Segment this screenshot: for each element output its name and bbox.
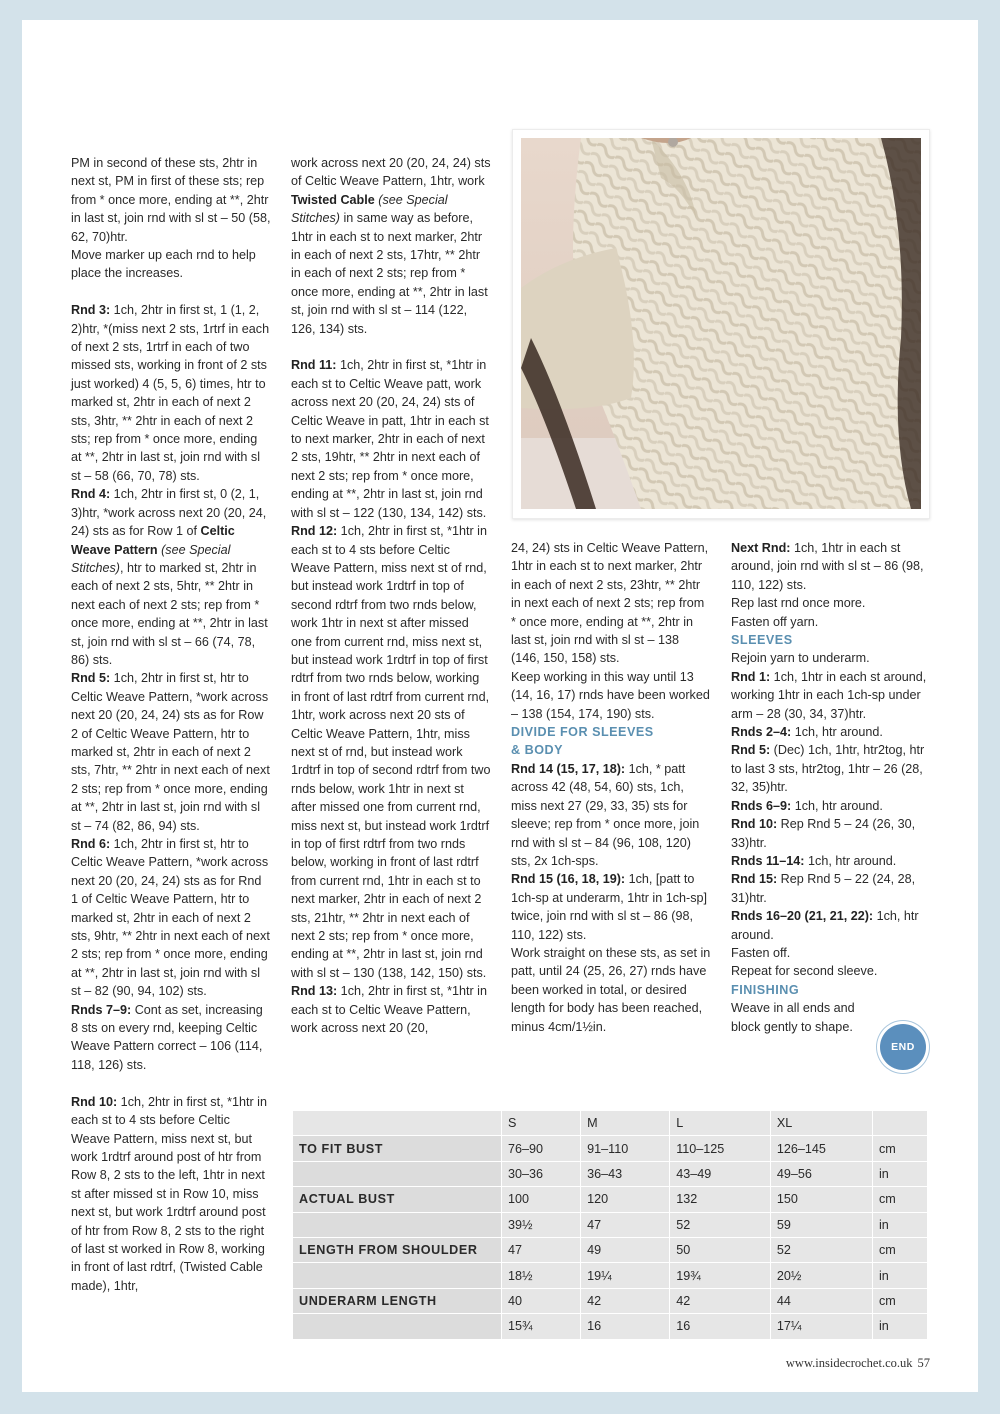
table-cell: 50 — [670, 1237, 771, 1262]
table-cell: 19¾ — [670, 1263, 771, 1288]
column-4 — [731, 539, 931, 1036]
table-cell: 52 — [670, 1212, 771, 1237]
rnd-3: Rnd 3: 1ch, 2htr in first st, 1 (1, 2, 2)htr, *(miss next 2 sts, 1rtrf in each of next 2 sts, 1rtrf in each of two missed sts, working in front of 2 sts just worked) 4 (5, 5, 6) times, htr to marked st, 2htr in each of next 2 sts, 3htr, ** 2htr in each of next 2 sts; rep from * once more, ending at **, 2htr in last st, join rnd with sl st – 58 (66, 70, 78) sts. — [71, 303, 270, 483]
unit-cell: in — [873, 1314, 928, 1339]
paragraph: Fasten off. — [731, 945, 791, 960]
paragraph: 24, 24) sts in Celtic Weave Pattern, 1htr in each st to next marker, 2htr in each of next 2 sts, 23htr, ** 2htr in next each of next 2 sts; rep from * once more, ending at **, 2htr in last st, join rnd with sl st – 138 (146, 150, 158) sts. — [511, 541, 709, 666]
paragraph: Weave in all ends and block gently to shape. — [731, 1001, 855, 1034]
size-table — [292, 1110, 928, 1340]
table-row — [293, 1314, 928, 1339]
table-cell: 132 — [670, 1187, 771, 1212]
paragraph: Work straight on these sts, as set in patt, until 24 (25, 26, 27) rnds have been worked in total, or desired length for body has been reached, minus 4cm/1½in. — [511, 945, 711, 1034]
footer — [786, 1356, 930, 1371]
unit-cell: cm — [873, 1237, 928, 1262]
column-3 — [511, 539, 711, 1036]
sleeve-rnd-1: Rnd 1: 1ch, 1htr in each st around, working 1htr in each 1ch-sp under arm – 28 (30, 34, 37)htr. — [731, 669, 927, 721]
table-row — [293, 1237, 928, 1262]
table-row — [293, 1187, 928, 1212]
sleeve-rnds-2-4: Rnds 2–4: 1ch, htr around. — [731, 725, 883, 740]
paragraph: Fasten off yarn. — [731, 614, 819, 629]
rnd-15: Rnd 15 (16, 18, 19): 1ch, [patt to 1ch-sp at underarm, 1htr in 1ch-sp] twice, join rnd with sl st – 86 (98, 110, 122) sts. — [511, 872, 707, 942]
row-label-cell: LENGTH FROM SHOULDER — [293, 1237, 502, 1262]
section-heading-divide: DIVIDE FOR SLEEVES & BODY — [511, 725, 654, 758]
table-cell: 47 — [581, 1212, 670, 1237]
table-cell: 16 — [670, 1314, 771, 1339]
sleeve-rnd-5: Rnd 5: (Dec) 1ch, 1htr, htr2tog, htr to last 3 sts, htr2tog, 1htr – 26 (28, 32, 35)htr. — [731, 743, 925, 795]
row-label-cell: UNDERARM LENGTH — [293, 1288, 502, 1313]
table-cell: 100 — [502, 1187, 581, 1212]
table-cell: 20½ — [770, 1263, 872, 1288]
table-cell: 16 — [581, 1314, 670, 1339]
table-cell: 39½ — [502, 1212, 581, 1237]
sleeve-rnd-15: Rnd 15: Rep Rnd 5 – 22 (24, 28, 31)htr. — [731, 872, 916, 905]
table-cell: 19¼ — [581, 1263, 670, 1288]
page-number: 57 — [917, 1356, 930, 1370]
table-cell: S — [502, 1111, 581, 1136]
end-badge: END — [880, 1024, 926, 1070]
sweater-photo-image — [521, 138, 921, 509]
table-cell: 30–36 — [502, 1161, 581, 1186]
footer-site: www.insidecrochet.co.uk — [785, 1356, 913, 1370]
column-2 — [291, 154, 491, 1037]
row-label-cell: TO FIT BUST — [293, 1136, 502, 1161]
rnd-10: Rnd 10: 1ch, 2htr in first st, *1htr in each st to 4 sts before Celtic Weave Pattern, miss next st, but work 1rdtrf around post of htr from Row 8, 2 sts to the left, 1htr in next st after missed st in Row 10, miss next st, but work 1rdtrf around post of htr from Row 8, 2 sts to the right of last st worked in Row 8, working in front of last rdtrf, (Twisted Cable made), 1htr, — [71, 1094, 267, 1293]
unit-cell: cm — [873, 1288, 928, 1313]
table-cell: 17¼ — [770, 1314, 872, 1339]
page — [22, 20, 978, 1392]
table-row — [293, 1288, 928, 1313]
table-cell: L — [670, 1111, 771, 1136]
sleeve-rnds-16-20: Rnds 16–20 (21, 21, 22): 1ch, htr around. — [731, 909, 919, 942]
rnd-12: Rnd 12: 1ch, 2htr in first st, *1htr in each st to 4 sts before Celtic Weave Pattern, miss next st of rnd, but instead work 1rdtrf in top of second rdtrf from two rnds below, work 1htr in next st after missed one from current rnd, miss next st, but instead work 1rdtrf in top of first rdtrf from two rnds below, working in front of last rdtrf from current rnd, 1htr, work across next 20 sts of Celtic Weave Pattern, 1htr, miss next st of rnd, but instead work 1rdtrf in top of second rdtrf from two rnds below, work 1htr in next st after missed one from current rnd, miss next st, but instead work 1rdtrf in top of first rdtrf from two rnds below, working in front of last rdtrf from current rnd, 1htr in each st to next marker, 2htr in each of next 2 sts, 21htr, ** 2htr in next each of next 2 sts; rep from * once more, ending at **, 2htr in last st, join rnd with sl st – 130 (138, 142, 150) sts. — [291, 524, 491, 980]
row-label-cell — [293, 1314, 502, 1339]
paragraph: Move marker up each rnd to help place the increases. — [71, 248, 256, 281]
sweater-photo — [512, 129, 930, 519]
rnd-13: Rnd 13: 1ch, 2htr in first st, *1htr in each st to Celtic Weave Pattern, work across next 20 (20, — [291, 984, 487, 1036]
column-1 — [71, 154, 271, 1295]
table-cell: 42 — [581, 1288, 670, 1313]
unit-cell: in — [873, 1263, 928, 1288]
sleeve-rnds-11-14: Rnds 11–14: 1ch, htr around. — [731, 853, 897, 868]
rnds-7-9: Rnds 7–9: Cont as set, increasing 8 sts on every rnd, keeping Celtic Weave Pattern correct – 106 (114, 118, 126) sts. — [71, 1002, 263, 1072]
paragraph: Rejoin yarn to underarm. — [731, 651, 870, 666]
next-rnd: Next Rnd: 1ch, 1htr in each st around, join rnd with sl st – 86 (98, 110, 122) sts. — [731, 541, 924, 592]
table-header-row — [293, 1111, 928, 1136]
paragraph: work across next 20 (20, 24, 24) sts of Celtic Weave Pattern, 1htr, work Twisted Cable (see Special Stitches) in same way as before, 1htr in each st to next marker, 2htr in each of next 2 sts, 17htr, ** 2htr in each of next 2 sts; rep from * once more, ending at **, 2htr in last st, join rnd with sl st – 114 (122, 126, 134) sts. — [291, 156, 491, 336]
table-cell: 59 — [770, 1212, 872, 1237]
table-cell: XL — [770, 1111, 872, 1136]
row-label-cell — [293, 1212, 502, 1237]
table-cell: 126–145 — [770, 1136, 872, 1161]
table-cell: 150 — [770, 1187, 872, 1212]
unit-cell: in — [873, 1161, 928, 1186]
rnd-11: Rnd 11: 1ch, 2htr in first st, *1htr in each st to Celtic Weave patt, work across next 20 (20, 24, 24) sts of Celtic Weave in patt, 1htr in each st to next marker, 2htr in each of next 2 sts, 19htr, ** 2htr in next each of next 2 sts; rep from * once more, ending at **, 2htr in last st, join rnd with sl st – 122 (130, 134, 142) sts. — [291, 358, 489, 520]
table-cell: 120 — [581, 1187, 670, 1212]
table-cell: 49–56 — [770, 1161, 872, 1186]
rnd-4: Rnd 4: 1ch, 2htr in first st, 0 (2, 1, 3)htr, *work across next 20 (20, 24, 24) sts as for Row 1 of Celtic Weave Pattern (see Special Stitches), htr to marked st, 2htr in each of next 2 sts, 5htr, ** 2htr in next each of next 2 sts; rep from * once more, ending at **, 2htr in last st, join rnd with sl st – 66 (74, 78, 86) sts. — [71, 487, 268, 667]
row-label-cell — [293, 1263, 502, 1288]
sleeve-rnds-6-9: Rnds 6–9: 1ch, htr around. — [731, 798, 883, 813]
table-cell: 49 — [581, 1237, 670, 1262]
table-cell: 15¾ — [502, 1314, 581, 1339]
row-label-cell — [293, 1161, 502, 1186]
paragraph: Keep working in this way until 13 (14, 16, 17) rnds have been worked – 138 (154, 174, 190) sts. — [511, 669, 710, 721]
unit-cell: cm — [873, 1136, 928, 1161]
table-cell: 52 — [770, 1237, 872, 1262]
table-cell: 91–110 — [581, 1136, 670, 1161]
row-label-cell: ACTUAL BUST — [293, 1187, 502, 1212]
sleeve-rnd-10: Rnd 10: Rep Rnd 5 – 24 (26, 30, 33)htr. — [731, 817, 916, 850]
unit-cell — [873, 1111, 928, 1136]
table-cell: 110–125 — [670, 1136, 771, 1161]
unit-cell: cm — [873, 1187, 928, 1212]
section-heading-sleeves: SLEEVES — [731, 633, 793, 648]
table-row — [293, 1263, 928, 1288]
table-row — [293, 1161, 928, 1186]
paragraph: Repeat for second sleeve. — [731, 964, 878, 979]
table-cell: 44 — [770, 1288, 872, 1313]
paragraph: Rep last rnd once more. — [731, 596, 866, 611]
table-cell: 43–49 — [670, 1161, 771, 1186]
unit-cell: in — [873, 1212, 928, 1237]
paragraph: PM in second of these sts, 2htr in next st, PM in first of these sts; rep from * once more, ending at **, 2htr in last st, join rnd with sl st – 50 (58, 62, 70)htr. — [71, 156, 271, 244]
section-heading-finishing: FINISHING — [731, 982, 800, 997]
table-cell: 42 — [670, 1288, 771, 1313]
table-cell: 18½ — [502, 1263, 581, 1288]
table-cell: 40 — [502, 1288, 581, 1313]
rnd-5: Rnd 5: 1ch, 2htr in first st, htr to Celtic Weave Pattern, *work across next 20 (20, 24, 24) sts as for Row 2 of Celtic Weave Pattern, htr to marked st, 2htr in each of next 2 sts, 7htr, ** 2htr in next each of next 2 sts; rep from * once more, ending at **, 2htr in last st, join rnd with sl st – 74 (82, 86, 94) sts. — [71, 671, 270, 833]
rnd-14: Rnd 14 (15, 17, 18): 1ch, * patt across 42 (48, 54, 60) sts, 1ch, miss next 27 (29, 33, 35) sts for sleeve; rep from * once more, join rnd with sl st – 84 (96, 108, 120) sts, 2x 1ch-sps. — [511, 761, 700, 868]
table-cell: 76–90 — [502, 1136, 581, 1161]
table-cell: M — [581, 1111, 670, 1136]
table-cell: 47 — [502, 1237, 581, 1262]
row-label-cell — [293, 1111, 502, 1136]
table-cell: 36–43 — [581, 1161, 670, 1186]
rnd-6: Rnd 6: 1ch, 2htr in first st, htr to Celtic Weave Pattern, *work across next 20 (20, 24, 24) sts as for Rnd 1 of Celtic Weave Pattern, htr to marked st, 2htr in each of next 2 sts, 9htr, ** 2htr in next each of next 2 sts; rep from * once more, ending at **, 2htr in last st, join rnd with sl st – 82 (90, 94, 102) sts. — [71, 837, 270, 999]
table-row — [293, 1212, 928, 1237]
table-row — [293, 1136, 928, 1161]
